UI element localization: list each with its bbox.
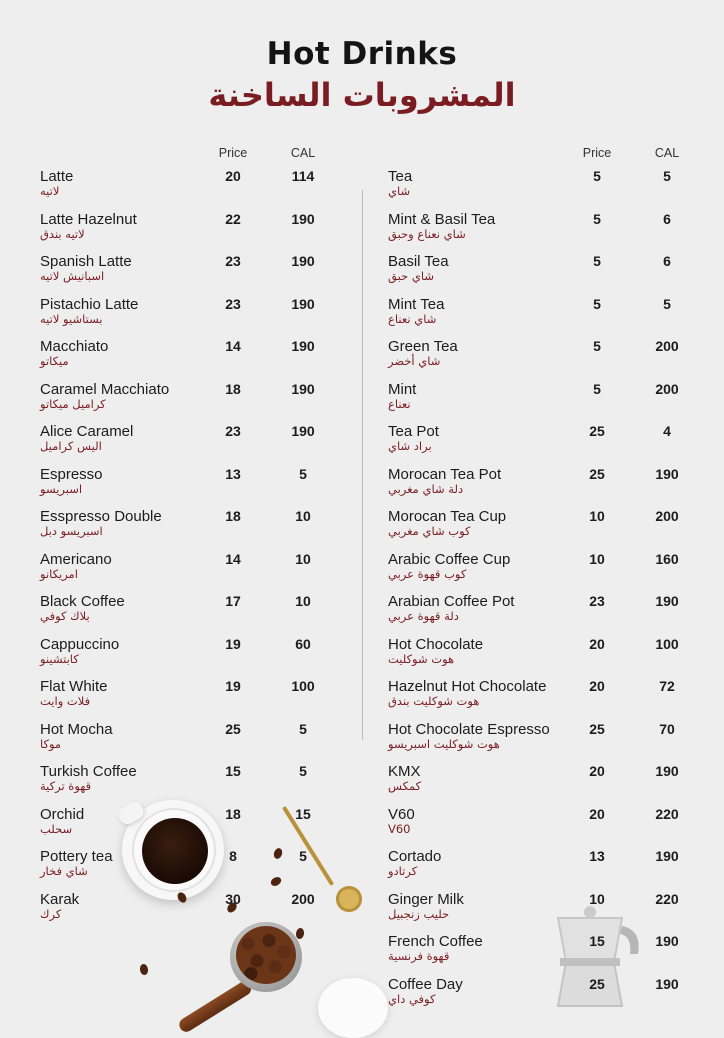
item-price: 25 (589, 720, 605, 737)
item-calories: 200 (655, 380, 679, 397)
item-calories: 190 (291, 253, 315, 269)
item-price: 5 (593, 253, 601, 269)
page-title: Hot Drinks (266, 36, 458, 72)
item-name-arabic: اليس كراميل (40, 439, 102, 453)
item-name: Caramel Macchiato (40, 380, 170, 398)
item-name-arabic: كرك (40, 906, 62, 921)
item-calories: 114 (291, 168, 315, 184)
item-price: 22 (225, 210, 241, 227)
right-menu-item (0, 763, 724, 803)
item-calories: 220 (655, 805, 679, 822)
item-name: Mint & Basil Tea (388, 210, 496, 228)
item-name-arabic: امريكانو (40, 566, 78, 581)
item-name-arabic: شاي أخضر (388, 354, 441, 368)
right-menu-item (0, 933, 724, 973)
item-price: 13 (589, 848, 605, 864)
item-calories: 10 (295, 550, 311, 567)
item-name: Alice Caramel (40, 423, 134, 440)
right-menu-item (0, 253, 724, 293)
item-name-arabic: كراميل ميكاتو (40, 396, 106, 411)
item-name: KMX (388, 763, 421, 780)
right-menu-item (0, 168, 724, 208)
item-name: Arabian Coffee Pot (388, 593, 515, 610)
item-name: Pistachio Latte (40, 295, 139, 313)
item-name-arabic: شاي حبق (388, 269, 434, 283)
item-name-arabic: سحلب (40, 821, 73, 836)
item-name-arabic: قهوة فرنسية (388, 949, 450, 963)
item-name: Hot Chocolate Espresso (388, 720, 550, 738)
item-calories: 5 (299, 763, 307, 779)
item-price: 23 (225, 295, 241, 312)
item-name: Espresso (40, 465, 103, 483)
item-name: Coffee Day (388, 975, 463, 993)
item-name-arabic: نعناع (388, 396, 411, 411)
item-name-arabic: كوفي داي (388, 991, 436, 1006)
item-name-arabic: قهوة تركية (40, 779, 92, 793)
page-title-arabic: المشروبات الساخنة (208, 76, 516, 114)
item-name: French Coffee (388, 933, 483, 950)
item-price: 18 (225, 508, 241, 524)
right-price-header: Price (582, 146, 612, 160)
item-name-arabic: كابتشينو (40, 651, 79, 666)
item-name-arabic: اسبريسو (40, 481, 83, 496)
item-price: 18 (225, 805, 241, 822)
item-name-arabic: لاتيه (40, 184, 60, 198)
item-name-arabic: كوب قهوة عربي (388, 566, 467, 581)
item-price: 8 (229, 848, 237, 864)
item-calories: 5 (663, 295, 671, 312)
item-name: Basil Tea (388, 253, 449, 270)
item-price: 30 (225, 890, 241, 907)
item-name: Morocan Tea Pot (388, 465, 502, 483)
item-name-arabic: بستاشيو لاتيه (40, 311, 103, 326)
item-price: 5 (593, 380, 601, 397)
item-name-arabic: دلة قهوة عربي (388, 609, 459, 623)
item-calories: 6 (663, 253, 671, 269)
item-price: 20 (589, 763, 605, 779)
item-name: Turkish Coffee (40, 763, 137, 780)
item-calories: 6 (663, 210, 671, 227)
right-menu-item (0, 338, 724, 378)
item-price: 15 (225, 763, 241, 779)
item-calories: 190 (655, 975, 679, 992)
item-calories: 200 (655, 338, 679, 354)
item-name: Tea Pot (388, 423, 439, 440)
right-menu-item (0, 423, 724, 463)
item-name: Orchid (40, 805, 85, 823)
item-calories: 190 (655, 763, 679, 779)
right-menu-item (0, 891, 724, 931)
item-calories: 10 (295, 508, 311, 524)
item-name-arabic: V60 (388, 821, 411, 836)
item-name-arabic: موكا (40, 736, 62, 751)
item-calories: 160 (655, 550, 679, 567)
right-menu-item (0, 636, 724, 676)
item-price: 25 (225, 720, 241, 737)
item-calories: 190 (291, 338, 315, 354)
item-price: 5 (593, 295, 601, 312)
item-name-arabic: شاي (388, 184, 411, 198)
item-calories: 70 (659, 720, 675, 737)
item-price: 25 (589, 975, 605, 992)
item-price: 14 (225, 550, 241, 567)
item-name: Pottery tea (40, 848, 113, 865)
item-price: 19 (225, 678, 241, 694)
item-price: 23 (225, 253, 241, 269)
item-calories: 190 (291, 210, 315, 227)
right-menu-item (0, 848, 724, 888)
item-price: 20 (589, 805, 605, 822)
item-price: 19 (225, 635, 241, 652)
item-calories: 190 (655, 933, 679, 949)
item-name: Americano (40, 550, 112, 568)
item-calories: 190 (655, 465, 679, 482)
item-name: Black Coffee (40, 593, 125, 610)
item-calories: 200 (291, 890, 315, 907)
item-name-arabic: لاتيه بندق (40, 226, 85, 241)
item-calories: 200 (655, 508, 679, 524)
item-calories: 60 (295, 635, 311, 652)
item-name: Cortado (388, 848, 442, 865)
item-calories: 72 (659, 678, 675, 694)
item-name-arabic: كوب شاي مغربي (388, 524, 471, 538)
item-price: 14 (225, 338, 241, 354)
item-calories: 190 (655, 848, 679, 864)
item-price: 17 (225, 593, 241, 609)
item-name-arabic: براد شاي (388, 439, 432, 453)
item-name: Hot Chocolate (388, 635, 484, 653)
item-price: 25 (589, 423, 605, 439)
right-menu-item (0, 296, 724, 336)
item-price: 10 (589, 890, 605, 907)
right-menu-item (0, 508, 724, 548)
right-menu-item (0, 381, 724, 421)
item-price: 20 (589, 678, 605, 694)
right-menu-item (0, 551, 724, 591)
item-price: 18 (225, 380, 241, 397)
item-price: 23 (225, 423, 241, 439)
item-name: Morocan Tea Cup (388, 508, 507, 525)
right-menu-item (0, 721, 724, 761)
item-name-arabic: دلة شاي مغربي (388, 481, 464, 496)
item-name: Mint (388, 380, 417, 398)
item-calories: 220 (655, 890, 679, 907)
right-menu-item (0, 593, 724, 633)
item-name: Cappuccino (40, 635, 120, 653)
item-calories: 5 (299, 720, 307, 737)
item-name: Esspresso Double (40, 508, 162, 525)
item-price: 5 (593, 338, 601, 354)
item-name: Tea (388, 168, 413, 185)
item-price: 5 (593, 210, 601, 227)
item-price: 10 (589, 550, 605, 567)
item-name: Macchiato (40, 338, 109, 355)
item-name: Karak (40, 890, 80, 908)
item-name-arabic: هوت شوكليت (388, 651, 455, 666)
item-name-arabic: هوت شوكليت اسبريسو (388, 736, 500, 751)
item-name: Green Tea (388, 338, 458, 355)
item-name-arabic: بلاك كوفي (40, 609, 90, 623)
item-calories: 5 (299, 465, 307, 482)
item-name: Latte Hazelnut (40, 210, 137, 228)
item-name-arabic: شاي نعناع وحبق (388, 226, 466, 241)
item-calories: 190 (291, 380, 315, 397)
item-name-arabic: كرتادو (388, 864, 418, 878)
item-price: 20 (225, 168, 241, 184)
item-name: Flat White (40, 678, 108, 695)
item-name-arabic: اسبريسو دبل (40, 524, 103, 538)
item-calories: 190 (291, 295, 315, 312)
item-calories: 15 (295, 805, 311, 822)
left-cal-header: CAL (290, 146, 316, 160)
right-menu-item (0, 806, 724, 846)
item-calories: 5 (299, 848, 307, 864)
item-calories: 100 (291, 678, 315, 694)
right-menu-item (0, 466, 724, 506)
item-price: 5 (593, 168, 601, 184)
item-price: 10 (589, 508, 605, 524)
item-name-arabic: كمكس (388, 779, 422, 793)
item-name: Ginger Milk (388, 890, 464, 908)
item-name-arabic: ميكاتو (40, 354, 69, 368)
item-name-arabic: فلات وايت (40, 694, 91, 708)
item-name-arabic: شاي نعناع (388, 311, 437, 326)
left-price-header: Price (218, 146, 248, 160)
item-calories: 190 (655, 593, 679, 609)
item-name: Mint Tea (388, 295, 445, 313)
item-calories: 190 (291, 423, 315, 439)
item-price: 15 (589, 933, 605, 949)
item-price: 20 (589, 635, 605, 652)
right-menu-item (0, 678, 724, 718)
item-name: Latte (40, 168, 74, 185)
item-name: Hazelnut Hot Chocolate (388, 678, 547, 695)
item-calories: 10 (295, 593, 311, 609)
item-name-arabic: اسبانيش لاتيه (40, 269, 105, 283)
item-name: Spanish Latte (40, 253, 132, 270)
item-name: Hot Mocha (40, 720, 113, 738)
right-menu-item (0, 976, 724, 1016)
right-cal-header: CAL (654, 146, 680, 160)
item-calories: 4 (663, 423, 671, 439)
item-price: 13 (225, 465, 241, 482)
item-name-arabic: هوت شوكليت بندق (388, 694, 480, 708)
item-calories: 5 (663, 168, 671, 184)
item-calories: 100 (655, 635, 679, 652)
item-price: 23 (589, 593, 605, 609)
item-name-arabic: حليب زنجبيل (388, 906, 450, 921)
item-price: 25 (589, 465, 605, 482)
item-name-arabic: شاي فخار (40, 864, 88, 878)
item-name: Arabic Coffee Cup (388, 550, 511, 568)
item-name: V60 (388, 805, 415, 823)
right-menu-item (0, 211, 724, 251)
